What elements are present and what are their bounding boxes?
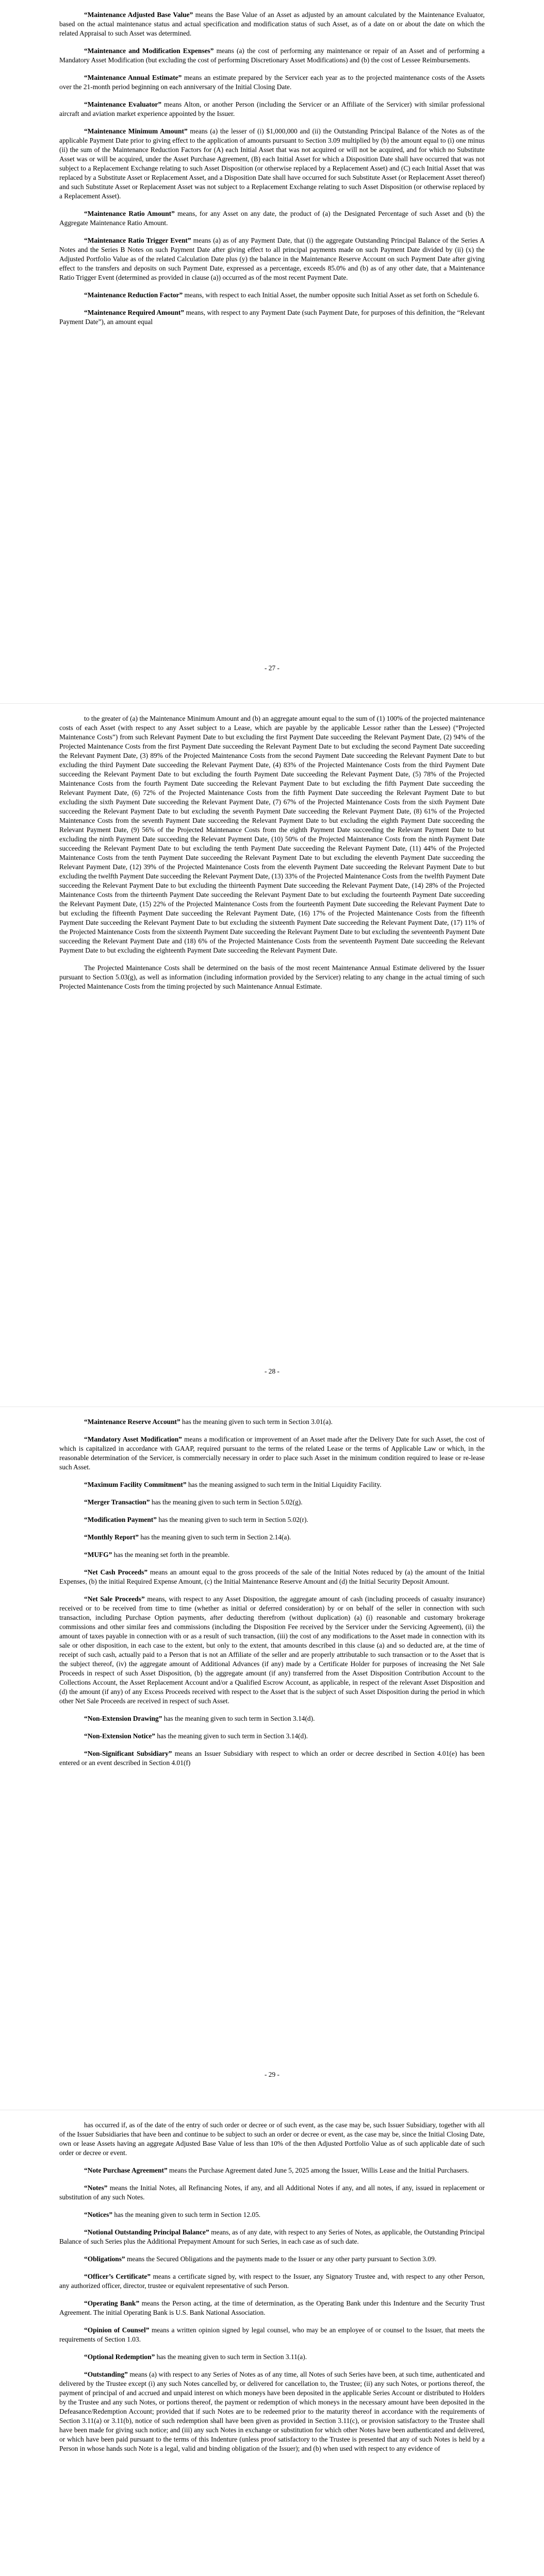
definition-paragraph (59, 2272, 485, 2291)
defined-term: “Maintenance Required Amount” (84, 309, 185, 316)
defined-term: “Mandatory Asset Modification” (84, 1435, 182, 1443)
defined-term: “Non-Significant Subsidiary” (84, 1750, 172, 1757)
definition-paragraph (59, 2121, 485, 2158)
definition-paragraph (59, 1568, 485, 1586)
definition-text: means the Secured Obligations and the payments made to the Issuer or any other party pursuant to Section 3.09. (125, 2255, 437, 2263)
defined-term: “Opinion of Counsel” (84, 2326, 150, 2334)
definition-text: The Projected Maintenance Costs shall be determined on the basis of the most recent Maintenance Annual Estimate delivered by the Issuer pursuant to Section 5.03(g), as well as information (including information provided by the Servicer) relating to any change in the actual timing of such Projected Maintenance Costs from the timing projected by such Maintenance Annual Estimate. (59, 964, 485, 990)
definition-paragraph (59, 1498, 485, 1507)
definition-text: has the meaning set forth in the preamble. (112, 1551, 230, 1558)
defined-term: “Maintenance Minimum Amount” (84, 127, 188, 135)
definition-paragraph (59, 73, 485, 92)
definition-text: has the meaning given to such term in Section 3.14(d). (155, 1732, 308, 1740)
defined-term: “Net Sale Proceeds” (84, 1595, 145, 1603)
definition-text: means the Initial Notes, all Refinancing Notes, if any, and all Additional Notes if any, and all notes, if any, issued in replacement or substitution of any such Notes. (59, 2184, 485, 2201)
document-page (0, 1406, 544, 2110)
definition-text: means an Issuer Subsidiary with respect to which an order or decree described in Section 4.01(e) has been entered or an event described in Section 4.01(f) (59, 1750, 485, 1767)
definition-text: has occurred if, as of the date of the entry of such order or decree or of such event, as the case may be, such Issuer Subsidiary, together with all of the Issuer Subsidiaries that have been and continue to be subject to such an order or decree or event, as the case may be, since the Initial Closing Date, own or lease Assets having an aggregate Adjusted Base Value of less than 10% of the then Adjusted Portfolio Value as of such applicable date of such order or decree or event. (59, 2121, 485, 2157)
definition-text: means a modification or improvement of an Asset made after the Delivery Date for such Asset, the cost of which is capitalized in accordance with GAAP, required pursuant to the terms of the related Lease or the terms of Applicable Law or which, in the reasonable determination of the Servicer, is commercially necessary in order to place such Asset in the minimum condition required to lease or re-lease such Asset. (59, 1435, 485, 1471)
definition-paragraph (59, 2183, 485, 2202)
definition-paragraph (59, 127, 485, 201)
definition-text: means, for any Asset on any date, the product of (a) the Designated Percentage of such Asset and (b) the Aggregate Maintenance Ratio Amount. (59, 210, 485, 227)
definition-text: means the Purchase Agreement dated June 5, 2025 among the Issuer, Willis Lease and the Initial Purchasers. (167, 2166, 469, 2174)
definition-text: means the Base Value of an Asset as adjusted by an amount calculated by the Maintenance Evaluator, based on the actual maintenance status and actual specification and modification status of such Asset, as of a date on or about the date on which the related Appraisal to such Asset was determined. (59, 11, 485, 37)
definition-text: has the meaning given to such term in Section 2.14(a). (139, 1533, 291, 1541)
definition-paragraph (59, 2228, 485, 2246)
definition-paragraph (59, 1515, 485, 1524)
definition-paragraph (59, 1533, 485, 1542)
definition-paragraph (59, 1480, 485, 1489)
definition-paragraph (59, 1732, 485, 1741)
defined-term: “Non-Extension Notice” (84, 1732, 155, 1740)
definition-paragraph (59, 1550, 485, 1560)
definition-text: means, with respect to any Asset Disposition, the aggregate amount of cash (including proceeds of casualty insurance) received or to be received from time to time (whether as initial or deferred consideration) by or on behalf of the seller in connection with such transaction, including Purchase Option payments, after deducting therefrom (without duplication) (a) (i) reasonable and customary brokerage commissions and other similar fees and commissions (including the Disposition Fee received by the Servicer under the Servicing Agreement), (ii) the amount of taxes payable in connection with or as a result of such transaction, (iii) the cost of any modifications to the Asset made in connection with its sale or other disposition, in each case to the extent, but only to the extent, that amounts described in this clause (a) and so deducted are, at the time of receipt of such cash, actually paid to a Person that is not an Affiliate of the seller and are properly attributable to such transaction or to the Asset that is the subject thereof, (iv) the aggregate amount of Additional Advances (if any) made by a Certificate Holder for purposes of increasing the Net Sale Proceeds in respect of such Asset Disposition, (b) the aggregate amount (if any) transferred from the Asset Disposition Contribution Account to the Collections Account, the Asset Replacement Account and/or a Qualified Escrow Account, as applicable, in respect of the relevant Asset Disposition and (d) the amount (if any) of any Excess Proceeds received with respect to the Asset that is the subject of such Asset Disposition during the period in which other Net Sale Proceeds are received in respect of such Asset. (59, 1595, 485, 1705)
definition-paragraph (59, 2352, 485, 2362)
defined-term: “Obligations” (84, 2255, 125, 2263)
definition-text: means (a) the cost of performing any maintenance or repair of an Asset and of performing a Mandatory Asset Modification (but excluding the cost of performing Discretionary Asset Modifications) and (b) the cost of Lessee Reimbursements. (59, 47, 485, 64)
definition-paragraph (59, 1714, 485, 1723)
definition-paragraph (59, 291, 485, 300)
defined-term: “Maintenance Ratio Trigger Event” (84, 236, 191, 244)
document-page (0, 2110, 544, 2576)
definition-paragraph (59, 1749, 485, 1768)
definition-paragraph (59, 714, 485, 955)
defined-term: “Officer’s Certificate” (84, 2273, 151, 2280)
definition-text: means (a) with respect to any Series of Notes as of any time, all Notes of such Series have been, at such time, authenticated and delivered by the Trustee except (i) any such Notes cancelled by, or delivered for cancellation to, the Trustee; (ii) any such Notes, or portions thereof, the payment of principal of and accrued and unpaid interest on which moneys have been deposited in the applicable Series Account or distributed to Holders by the Trustee and any such Notes, or portions thereof, the payment or redemption of which moneys in the necessary amount have been deposited in the Defeasance/Redemption Account; provided that if such Notes are to be redeemed prior to the maturity thereof in accordance with the requirements of Section 3.11(a) or 3.11(b), notice of such redemption shall have been given as provided in Section 3.11(c), or provision satisfactory to the Trustee shall have been made for giving such notice; and (iii) any such Notes in exchange or substitution for which other Notes have been authenticated and delivered, or which have been paid pursuant to the terms of this Indenture (unless proof satisfactory to the Trustee is presented that any of such Notes is held by a Person in whose hands such Note is a legal, valid and binding obligation of the Issuer); and (b) when used with respect to any evidence of (59, 2370, 485, 2452)
defined-term: “Note Purchase Agreement” (84, 2166, 168, 2174)
definition-paragraph (59, 209, 485, 228)
defined-term: “Maintenance Reserve Account” (84, 1418, 180, 1426)
definition-paragraph (59, 2299, 485, 2317)
definition-paragraph (59, 10, 485, 38)
page-number: - 28 - (264, 1367, 279, 1375)
definition-paragraph (59, 2210, 485, 2219)
page-number: - 27 - (264, 664, 279, 672)
definition-text: means the Person acting, at the time of determination, as the Operating Bank under this Indenture and the Security Trust Agreement. The initial Operating Bank is U.S. Bank National Association. (59, 2299, 485, 2316)
defined-term: “Notices” (84, 2211, 113, 2218)
definition-text: means a written opinion signed by legal counsel, who may be an employee of or counsel to the Issuer, that meets the requirements of Section 1.03. (59, 2326, 485, 2343)
definition-text: has the meaning given to such term in Section 5.02(r). (156, 1516, 308, 1523)
document-page (0, 0, 544, 703)
definition-text: to the greater of (a) the Maintenance Minimum Amount and (b) an aggregate amount equal to the sum of (1) 100% of the projected maintenance costs of each Asset (with respect to any Asset subject to a Lease, which are payable by the applicable Lessor rather than the Lessee) (“Projected Maintenance Costs”) from such Relevant Payment Date to but excluding the first Payment Date succeeding the Relevant Payment Date, (2) 94% of the Projected Maintenance Costs from the first Payment Date succeeding the Relevant Payment Date to but excluding the second Payment Date succeeding the Relevant Payment Date, (3) 89% of the Projected Maintenance Costs from the second Payment Date succeeding the Relevant Payment Date to but excluding the third Payment Date succeeding the Relevant Payment Date, (4) 83% of the Projected Maintenance Costs from the third Payment Date succeeding the Relevant Payment Date to but excluding the fourth Payment Date succeeding the Relevant Payment Date, (5) 78% of the Projected Maintenance Costs from the fourth Payment Date succeeding the Relevant Payment Date to but excluding the fifth Payment Date succeeding the Relevant Payment Date, (6) 72% of the Projected Maintenance Costs from the fifth Payment Date succeeding the Relevant Payment Date to but excluding the sixth Payment Date succeeding the Relevant Payment Date, (7) 67% of the Projected Maintenance Costs from the sixth Payment Date succeeding the Relevant Payment Date to but excluding the seventh Payment Date succeeding the Relevant Payment Date, (8) 61% of the Projected Maintenance Costs from the seventh Payment Date succeeding the Relevant Payment Date to but excluding the eighth Payment Date succeeding the Relevant Payment Date, (9) 56% of the Projected Maintenance Costs from the eighth Payment Date succeeding the Relevant Payment Date to but excluding the ninth Payment Date succeeding the Relevant Payment Date, (10) 50% of the Projected Maintenance Costs from the ninth Payment Date succeeding the Relevant Payment Date to but excluding the tenth Payment Date succeeding the Relevant Payment Date, (11) 44% of the Projected Maintenance Costs from the tenth Payment Date succeeding the Relevant Payment Date to but excluding the eleventh Payment Date succeeding the Relevant Payment Date, (12) 39% of the Projected Maintenance Costs from the eleventh Payment Date succeeding the Relevant Payment Date to but excluding the twelfth Payment Date succeeding the Relevant Payment Date, (13) 33% of the Projected Maintenance Costs from the twelfth Payment Date succeeding the Relevant Payment Date to but excluding the thirteenth Payment Date succeeding the Relevant Payment Date, (14) 28% of the Projected Maintenance Costs from the thirteenth Payment Date succeeding the Relevant Payment Date to but excluding the fourteenth Payment Date succeeding the Relevant Payment Date, (15) 22% of the Projected Maintenance Costs from the fourteenth Payment Date succeeding the Relevant Payment Date to but excluding the fifteenth Payment Date succeeding the Relevant Payment Date, (16) 17% of the Projected Maintenance Costs from the fifteenth Payment Date succeeding the Relevant Payment Date to but excluding the sixteenth Payment Date succeeding the Relevant Payment Date, (17) 11% of the Projected Maintenance Costs from the sixteenth Payment Date succeeding the Relevant Payment Date to but excluding the seventeenth Payment Date succeeding the Relevant Payment Date and (18) 6% of the Projected Maintenance Costs from the seventeenth Payment Date succeeding the Relevant Payment Date to but excluding the eighteenth Payment Date succeeding the Relevant Payment Date. (59, 715, 485, 954)
definition-text: has the meaning given to such term in Section 3.01(a). (180, 1418, 333, 1426)
defined-term: “Outstanding” (84, 2370, 128, 2378)
definition-text: means (a) as of any Payment Date, that (i) the aggregate Outstanding Principal Balance of the Series A Notes and the Series B Notes on such Payment Date after giving effect to all principal payments made on such Payment Date divided by (ii) (x) the Adjusted Portfolio Value as of the related Calculation Date plus (y) the balance in the Maintenance Reserve Account on such Payment Date after giving effect to the transfers and deposits on such Payment Date, expressed as a percentage, exceeds 85.0% and (b) as of any other date, that a Maintenance Ratio Trigger Event (determined as provided in clause (a)) occurred as of the most recent Payment Date. (59, 236, 485, 281)
definition-text: means, with respect to each Initial Asset, the number opposite such Initial Asset as set forth on Schedule 6. (183, 291, 480, 299)
definition-paragraph (59, 46, 485, 65)
defined-term: “Notes” (84, 2184, 108, 2192)
definition-paragraph (59, 1595, 485, 1706)
definition-text: has the meaning assigned to such term in the Initial Liquidity Facility. (186, 1481, 382, 1488)
definition-paragraph (59, 236, 485, 282)
defined-term: “Optional Redemption” (84, 2353, 155, 2361)
definition-text: has the meaning given to such term in Section 3.14(d). (162, 1715, 315, 1722)
definition-text: means an amount equal to the gross proceeds of the sale of the Initial Notes reduced by (a) the amount of the Initial Expenses, (b) the initial Required Expense Amount, (c) the Initial Maintenance Reserve Amount and (d) the Initial Security Deposit Amount. (59, 1568, 485, 1585)
definition-paragraph (59, 1435, 485, 1472)
definition-text: means, with respect to any Payment Date (such Payment Date, for purposes of this definition, the “Relevant Payment Date”), an amount equal (59, 309, 485, 326)
defined-term: “Notional Outstanding Principal Balance” (84, 2228, 209, 2236)
definition-text: means Alton, or another Person (including the Servicer or an Affiliate of the Servicer) with similar professional aircraft and aviation market experience appointed by the Issuer. (59, 100, 485, 117)
definition-text: means a certificate signed by, with respect to the Issuer, any Signatory Trustee and, with respect to any other Person, any authorized officer, director, trustee or equivalent representative of such Person. (59, 2273, 485, 2290)
defined-term: “Maintenance Reduction Factor” (84, 291, 183, 299)
definition-paragraph (59, 963, 485, 991)
defined-term: “Maintenance Adjusted Base Value” (84, 11, 193, 19)
definition-text: means an estimate prepared by the Servicer each year as to the projected maintenance costs of the Assets over the 21-month period beginning on each anniversary of the Initial Closing Date. (59, 74, 485, 91)
defined-term: “Monthly Report” (84, 1533, 139, 1541)
defined-term: “Non-Extension Drawing” (84, 1715, 162, 1722)
definition-paragraph (59, 100, 485, 118)
definition-paragraph (59, 308, 485, 327)
defined-term: “Maximum Facility Commitment” (84, 1481, 187, 1488)
definition-paragraph (59, 2326, 485, 2344)
definition-paragraph (59, 1417, 485, 1427)
definition-text: has the meaning given to such term in Section 3.11(a). (155, 2353, 307, 2361)
definition-text: has the meaning given to such term in Section 12.05. (112, 2211, 261, 2218)
defined-term: “Net Cash Proceeds” (84, 1568, 148, 1576)
definition-paragraph (59, 2255, 485, 2264)
defined-term: “Modification Payment” (84, 1516, 157, 1523)
page-number: - 29 - (264, 2071, 279, 2078)
document-page (0, 703, 544, 1406)
definition-text: means (a) the lesser of (i) $1,000,000 and (ii) the Outstanding Principal Balance of the Notes as of the applicable Payment Date prior to giving effect to the application of amounts pursuant to Section 3.09 multiplied by (b) the amount equal to (i) one minus (ii) the sum of the Maintenance Reduction Factors for (A) each Initial Asset that was not acquired or will not be acquired, and for which no Substitute Asset was or will be acquired, under the Asset Purchase Agreement, (B) each Initial Asset for which a Disposition Date shall have occurred that was not subject to a Replacement Exchange relating to such Asset Disposition (or otherwise replaced by a Replacement Asset) and (C) each Initial Asset that was replaced by a Substitute Asset or Replacement Asset, and a Disposition Date shall have occurred for such Substitute Asset (or Replacement Asset thereof) and such Substitute Asset or Replacement Asset was not subject to a Replacement Exchange relating to such Asset Disposition (or otherwise replaced by a Replacement Asset). (59, 127, 485, 200)
definition-text: has the meaning given to such term in Section 5.02(g). (150, 1498, 303, 1506)
definition-paragraph (59, 2166, 485, 2175)
definition-paragraph (59, 2370, 485, 2453)
defined-term: “Maintenance and Modification Expenses” (84, 47, 214, 55)
defined-term: “Maintenance Ratio Amount” (84, 210, 175, 217)
defined-term: “Maintenance Evaluator” (84, 100, 162, 108)
definition-text: means, as of any date, with respect to any Series of Notes, as applicable, the Outstanding Principal Balance of such Series plus the Additional Prepayment Amount for such Series, in each case as of such date. (59, 2228, 485, 2245)
defined-term: “Operating Bank” (84, 2299, 140, 2307)
defined-term: “MUFG” (84, 1551, 112, 1558)
defined-term: “Merger Transaction” (84, 1498, 150, 1506)
defined-term: “Maintenance Annual Estimate” (84, 74, 182, 81)
